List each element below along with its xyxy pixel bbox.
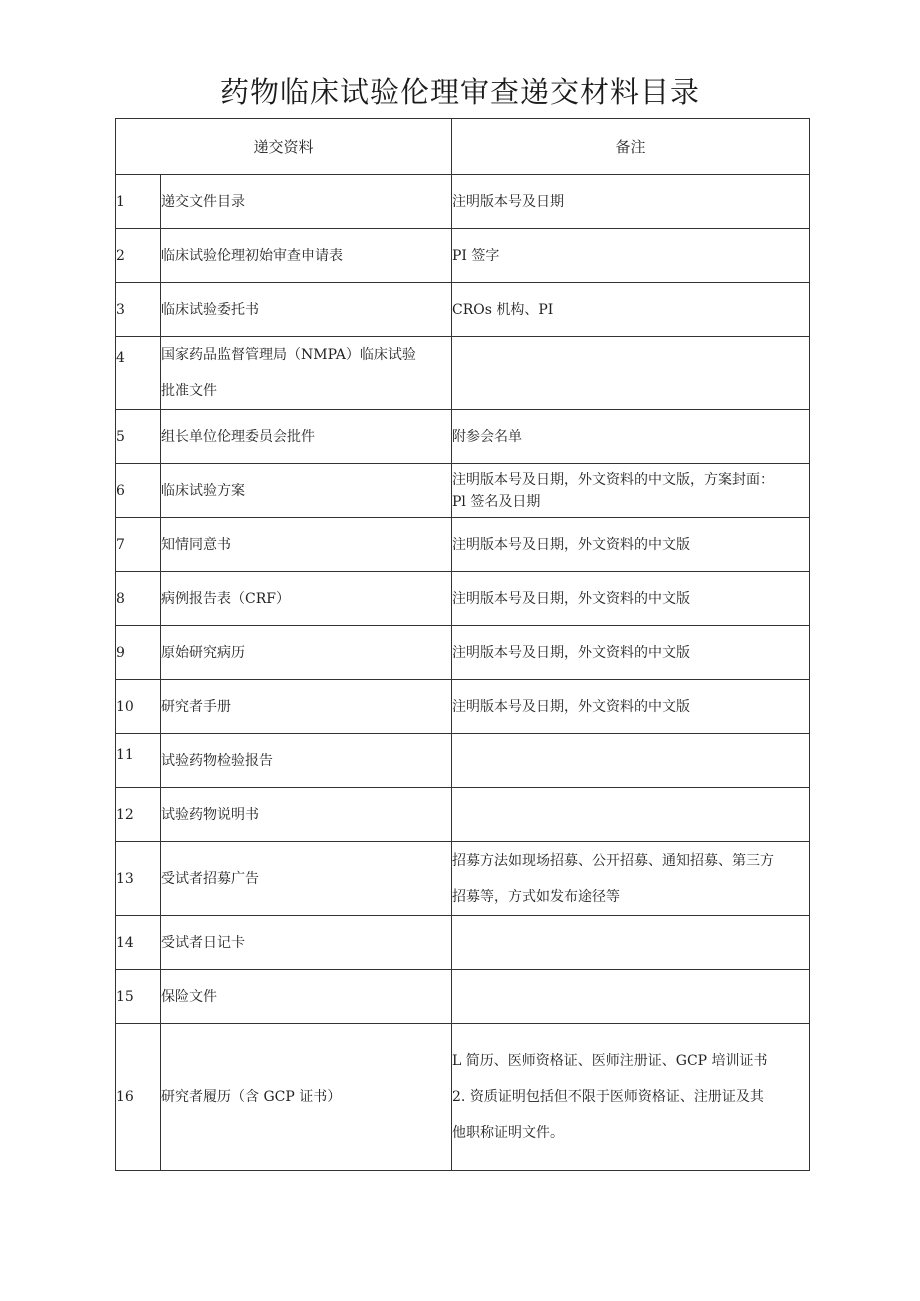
row-note — [452, 916, 810, 970]
row-item: 试验药物说明书 — [161, 788, 452, 842]
row-number: 11 — [116, 734, 161, 788]
row-note — [452, 337, 810, 410]
row-number: 10 — [116, 680, 161, 734]
header-remarks: 备注 — [452, 119, 810, 175]
row-item — [161, 337, 452, 410]
row-item: 临床试验伦理初始审查申请表 — [161, 229, 452, 283]
row-note — [452, 464, 810, 518]
table-row — [116, 175, 810, 229]
row-note-line: 他职称证明文件。 — [452, 1125, 565, 1141]
document-title: 药物临床试验伦理审查递交材料目录 — [219, 75, 700, 109]
row-item: 递交文件目录 — [161, 175, 452, 229]
row-note-line: 招募等，方式如发布途径等 — [452, 888, 621, 905]
table-row — [116, 842, 810, 916]
table-row — [116, 626, 810, 680]
materials-table — [115, 118, 810, 1171]
row-note-line: 注明版本号及日期，外文资料的中文版，方案封面： — [452, 471, 775, 488]
row-note — [452, 734, 810, 788]
row-number: 1 — [116, 175, 161, 229]
row-note-line: 招募方法如现场招募、公开招募、通知招募、第三方 — [452, 852, 775, 869]
row-number: 14 — [116, 916, 161, 970]
header-materials: 递交资料 — [116, 119, 452, 175]
row-item: 组长单位伦理委员会批件 — [161, 410, 452, 464]
row-number: 6 — [116, 464, 161, 518]
row-number: 5 — [116, 410, 161, 464]
row-note: 注明版本号及日期，外文资料的中文版 — [452, 518, 810, 572]
row-item: 试验药物检验报告 — [161, 734, 452, 788]
table-row — [116, 518, 810, 572]
row-item: 原始研究病历 — [161, 626, 452, 680]
table-row — [116, 283, 810, 337]
row-item: 知情同意书 — [161, 518, 452, 572]
row-note-line: 2. 资质证明包括但不限于医师资格证、注册证及其 — [452, 1089, 764, 1105]
row-note — [452, 1024, 810, 1171]
row-item-line: 批准文件 — [161, 383, 217, 399]
row-note: PI 签字 — [452, 229, 810, 283]
table-row — [116, 572, 810, 626]
row-number: 15 — [116, 970, 161, 1024]
row-note: 注明版本号及日期，外文资料的中文版 — [452, 572, 810, 626]
row-number: 7 — [116, 518, 161, 572]
table-row — [116, 1024, 810, 1171]
row-number: 16 — [116, 1024, 161, 1171]
row-note-line: Pl 签名及日期 — [452, 493, 541, 510]
row-number: 13 — [116, 842, 161, 916]
table-row — [116, 680, 810, 734]
table-row — [116, 464, 810, 518]
row-item: 研究者履历（含 GCP 证书） — [161, 1024, 452, 1171]
row-number: 2 — [116, 229, 161, 283]
row-number: 9 — [116, 626, 161, 680]
table-row — [116, 916, 810, 970]
table-header-row — [116, 119, 810, 175]
row-note: 附参会名单 — [452, 410, 810, 464]
row-item-line: 国家药品监督管理局（NMPA）临床试验 — [161, 347, 416, 363]
table-row — [116, 410, 810, 464]
row-item: 受试者日记卡 — [161, 916, 452, 970]
row-number: 3 — [116, 283, 161, 337]
row-item: 受试者招募广告 — [161, 842, 452, 916]
row-item: 病例报告表（CRF） — [161, 572, 452, 626]
row-note — [452, 970, 810, 1024]
row-number: 8 — [116, 572, 161, 626]
row-item: 临床试验方案 — [161, 464, 452, 518]
row-number: 4 — [116, 337, 161, 410]
row-note — [452, 788, 810, 842]
row-item: 研究者手册 — [161, 680, 452, 734]
row-number: 12 — [116, 788, 161, 842]
table-row — [116, 788, 810, 842]
row-note — [452, 842, 810, 916]
row-note-line: L 简历、医师资格证、医师注册证、GCP 培训证书 — [452, 1053, 768, 1069]
row-item: 保险文件 — [161, 970, 452, 1024]
row-item: 临床试验委托书 — [161, 283, 452, 337]
row-note: 注明版本号及日期，外文资料的中文版 — [452, 680, 810, 734]
table-row — [116, 970, 810, 1024]
table-row — [116, 229, 810, 283]
row-note: 注明版本号及日期，外文资料的中文版 — [452, 626, 810, 680]
table-row — [116, 734, 810, 788]
table-row — [116, 337, 810, 410]
row-note: CROs 机构、PI — [452, 283, 810, 337]
row-note: 注明版本号及日期 — [452, 175, 810, 229]
